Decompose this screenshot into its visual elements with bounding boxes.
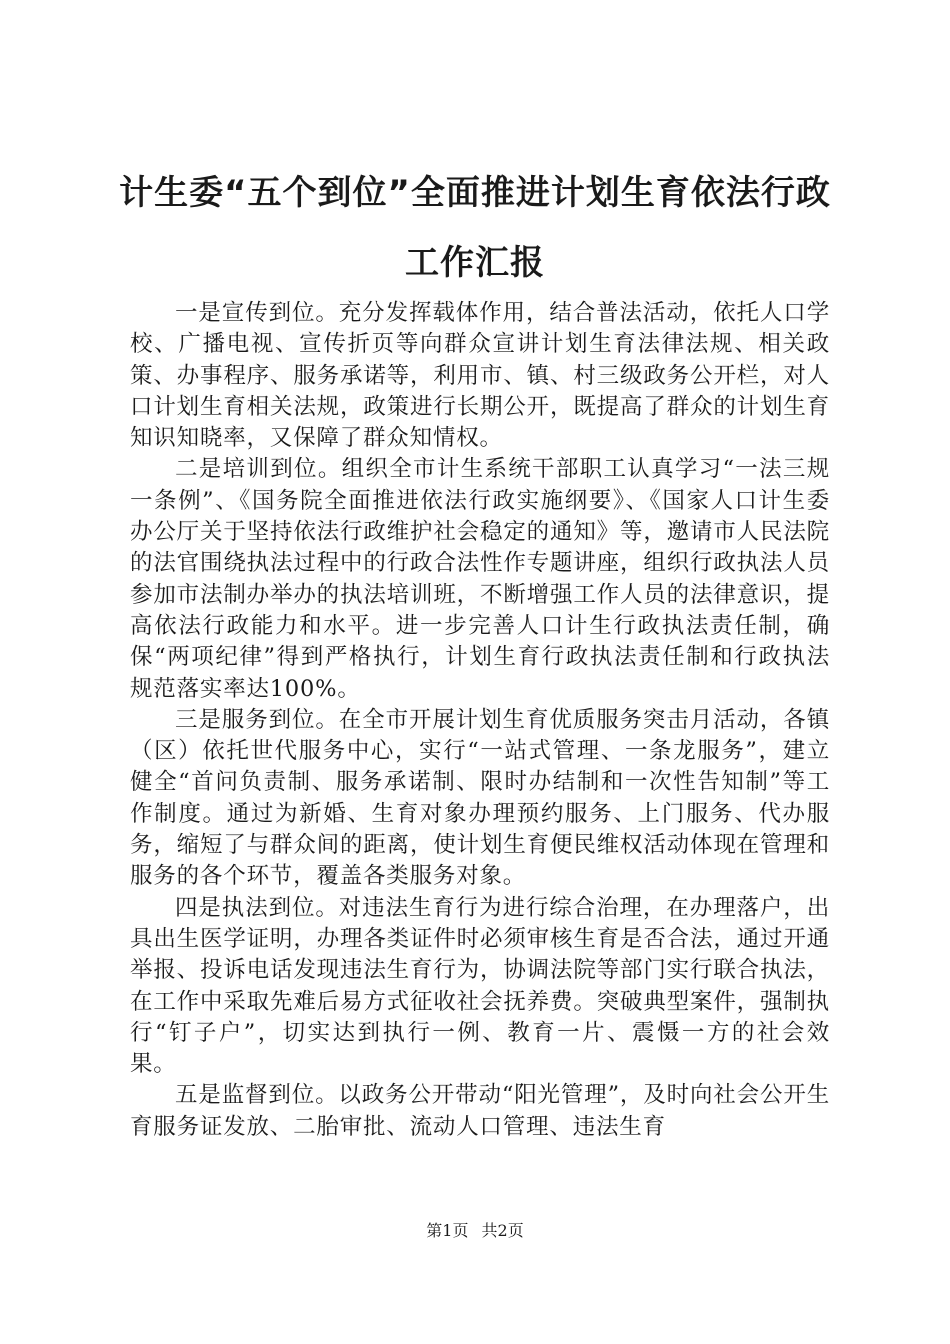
paragraph-enforcement: 四是执法到位。对违法生育行为进行综合治理，在办理落户，出具出生医学证明，办理各类证件时必须审核生育是否合法，通过开通举报、投诉电话发现违法生育行为，协调法院等部门实行联合执法，在工作中采取先难后易方式征收社会抚养费。突破典型案件，强制执行“钉子户”，切实达到执行一例、教育一片、震慑一方的社会效果。 [130, 894, 830, 1078]
paragraph-publicity: 一是宣传到位。充分发挥载体作用，结合普法活动，依托人口学校、广播电视、宣传折页等向群众宣讲计划生育法律法规、相关政策、办事程序、服务承诺等，利用市、镇、村三级政务公开栏，对人口计划生育相关法规，政策进行长期公开，既提高了群众的计划生育知识知晓率，又保障了群众知情权。 [130, 300, 830, 452]
page-footer [0, 1218, 950, 1241]
document-body [130, 298, 830, 1143]
document-title: 计生委“五个到位”全面推进计划生育依法行政工作汇报 [119, 173, 831, 283]
page-number: 第1页 [426, 1221, 469, 1240]
page-total: 共2页 [481, 1221, 524, 1240]
paragraph-service: 三是服务到位。在全市开展计划生育优质服务突击月活动，各镇（区）依托世代服务中心，实行“一站式管理、一条龙服务”，建立健全“首问负责制、服务承诺制、限时办结制和一次性告知制”等工作制度。通过为新婚、生育对象办理预约服务、上门服务、代办服务，缩短了与群众间的距离，使计划生育便民维权活动体现在管理和服务的各个环节，覆盖各类服务对象。 [130, 706, 830, 890]
paragraph-supervision: 五是监督到位。以政务公开带动“阳光管理”，及时向社会公开生育服务证发放、二胎审批、流动人口管理、违法生育 [130, 1082, 830, 1140]
paragraph-training: 二是培训到位。组织全市计生系统干部职工认真学习“一法三规一条例”、《国务院全面推进依法行政实施纲要》、《国家人口计生委办公厅关于坚持依法行政维护社会稳定的通知》等，邀请市人民法院的法官围绕执法过程中的行政合法性作专题讲座，组织行政执法人员参加市法制办举办的执法培训班，不断增强工作人员的法律意识，提高依法行政能力和水平。进一步完善人口计生行政执法责任制，确保“两项纪律”得到严格执行，计划生育行政执法责任制和行政执法规范落实率达100%。 [130, 456, 830, 702]
